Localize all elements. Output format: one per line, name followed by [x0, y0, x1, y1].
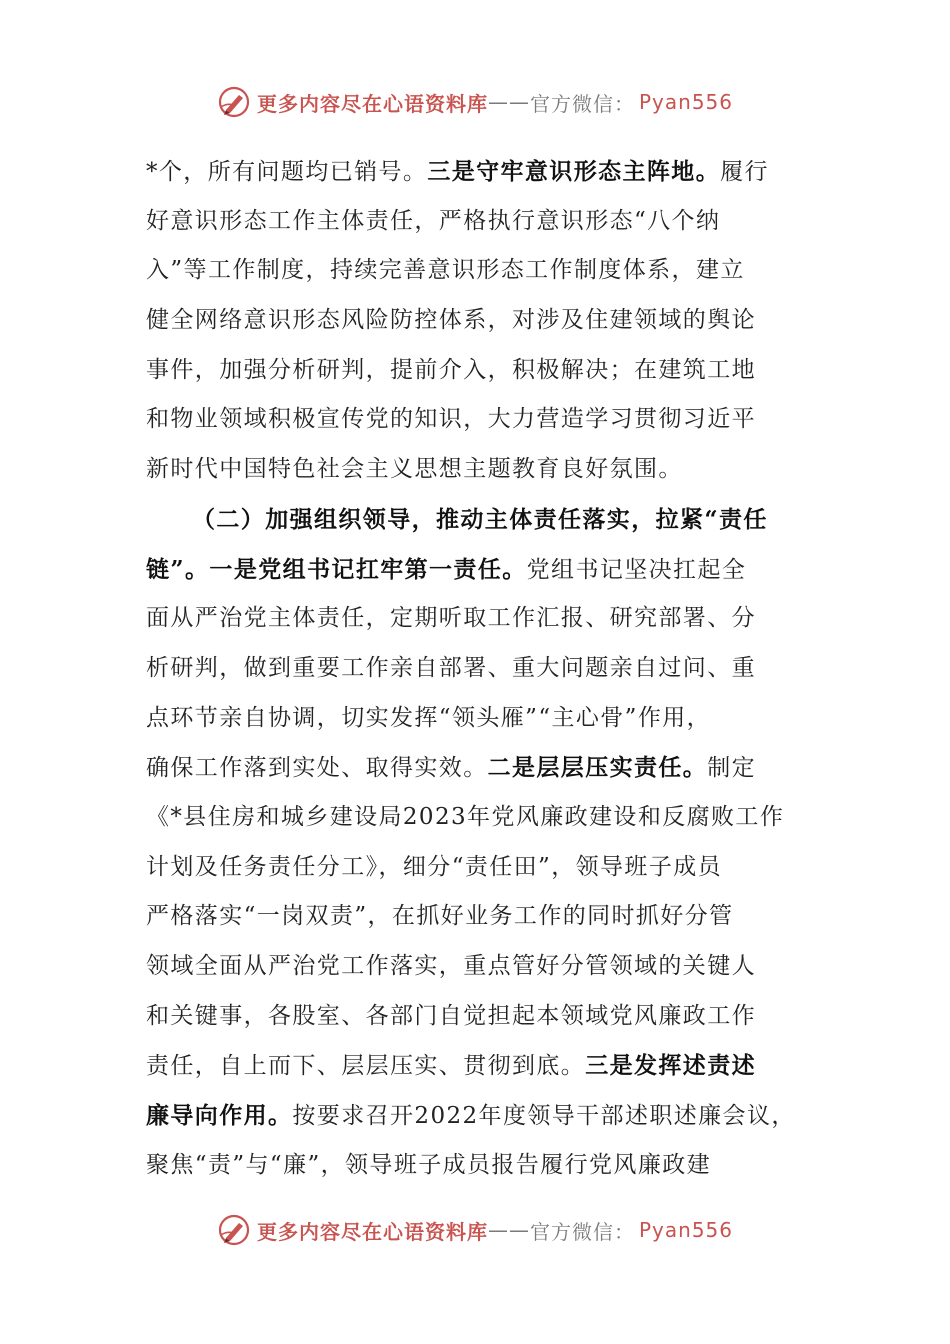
- text-line: [146, 346, 806, 396]
- text-segment: 责任，自上而下、层层压实、贯彻到底。: [146, 1053, 586, 1080]
- text-segment: 领域全面从严治党工作落实，重点管好分管领域的关键人: [146, 953, 756, 979]
- text-segment: 析研判，做到重要工作亲自部署、重大问题亲自过问、重: [146, 654, 756, 681]
- banner-main-text: 更多内容尽在心语资料库: [256, 91, 488, 116]
- document-body: [146, 147, 806, 1190]
- text-line: [146, 942, 806, 992]
- banner-text: [257, 88, 733, 117]
- text-line: [146, 694, 806, 744]
- text-segment: 健全网络意识形态风险防控体系，对涉及住建领域的舆论: [146, 307, 756, 334]
- bold-text-segment: 廉导向作用。: [146, 1102, 293, 1130]
- banner-wechat-id: Pyan556: [638, 1218, 733, 1242]
- text-segment: 点环节亲自协调，切实发挥“领头雁”“主心骨”作用，: [146, 704, 712, 731]
- text-segment: 聚焦“责”与“廉”，领导班子成员报告履行党风廉政建: [146, 1151, 712, 1178]
- text-segment: 面从严治党主体责任，定期听取工作汇报、研究部署、分: [146, 605, 756, 632]
- text-line: [146, 1141, 806, 1191]
- text-segment: 和物业领域积极宣传党的知识，大力营造学习贯彻习近平: [146, 406, 756, 433]
- text-segment: 履行: [720, 159, 769, 185]
- text-segment: 党组书记坚决扛起全: [526, 556, 747, 583]
- bold-text-segment: 三是守牢意识形态主阵地。: [427, 158, 721, 185]
- footer-banner: [0, 1210, 950, 1250]
- banner-separator: ——: [487, 90, 530, 114]
- text-line: [146, 395, 806, 445]
- banner-wechat-label: 官方微信：: [529, 1219, 635, 1244]
- text-line: [146, 843, 806, 893]
- text-segment: 新时代中国特色社会主义思想主题教育良好氛围。: [146, 456, 683, 483]
- pen-circle-icon: [217, 1213, 251, 1247]
- banner-text: [257, 1216, 733, 1245]
- text-line: [146, 644, 806, 694]
- text-line: [146, 793, 806, 843]
- banner-separator: ——: [487, 1218, 530, 1242]
- text-line: [146, 495, 806, 545]
- text-line: [146, 197, 806, 247]
- text-segment: 《*县住房和城乡建设局2023年党风廉政建设和反腐败工作: [146, 803, 785, 830]
- text-segment: 制定: [707, 755, 757, 782]
- bold-text-segment: 三是发挥述责述: [585, 1052, 757, 1080]
- text-line: [146, 1041, 806, 1091]
- banner-wechat-id: Pyan556: [638, 90, 733, 114]
- text-segment: 好意识形态工作主体责任，严格执行意识形态“八个纳: [146, 207, 721, 234]
- bold-text-segment: 链”。一是党组书记扛牢第一责任。: [146, 555, 527, 583]
- text-segment: 确保工作落到实处、取得实效。: [146, 755, 488, 782]
- text-segment: 按要求召开2022年度领导干部述职述廉会议，: [292, 1103, 796, 1130]
- pen-circle-icon: [217, 85, 251, 119]
- text-line: [146, 1091, 806, 1141]
- text-line: [146, 246, 806, 296]
- banner-wechat-label: 官方微信：: [529, 91, 635, 116]
- text-segment: 入”等工作制度，持续完善意识形态工作制度体系，建立: [146, 257, 745, 284]
- text-segment: *个，所有问题均已销号。: [146, 159, 428, 185]
- text-segment: 严格落实“一岗双责”，在抓好业务工作的同时抓好分管: [146, 903, 734, 930]
- banner-main-text: 更多内容尽在心语资料库: [256, 1219, 488, 1244]
- text-segment: 计划及任务责任分工》，细分“责任田”，领导班子成员: [146, 853, 723, 880]
- bold-text-segment: （二）加强组织领导，推动主体责任落实，拉紧“责任: [192, 505, 768, 533]
- text-line: [146, 147, 806, 197]
- text-line: [146, 545, 806, 595]
- text-line: [146, 445, 806, 495]
- text-line: [146, 594, 806, 644]
- text-line: [146, 992, 806, 1042]
- text-segment: 和关键事，各股室、各部门自觉担起本领域党风廉政工作: [146, 1002, 756, 1029]
- text-line: [146, 892, 806, 942]
- text-segment: 事件，加强分析研判，提前介入，积极解决；在建筑工地: [146, 356, 756, 383]
- header-banner: [0, 82, 950, 122]
- text-line: [146, 743, 806, 793]
- text-line: [146, 296, 806, 346]
- bold-text-segment: 二是层层压实责任。: [487, 754, 708, 782]
